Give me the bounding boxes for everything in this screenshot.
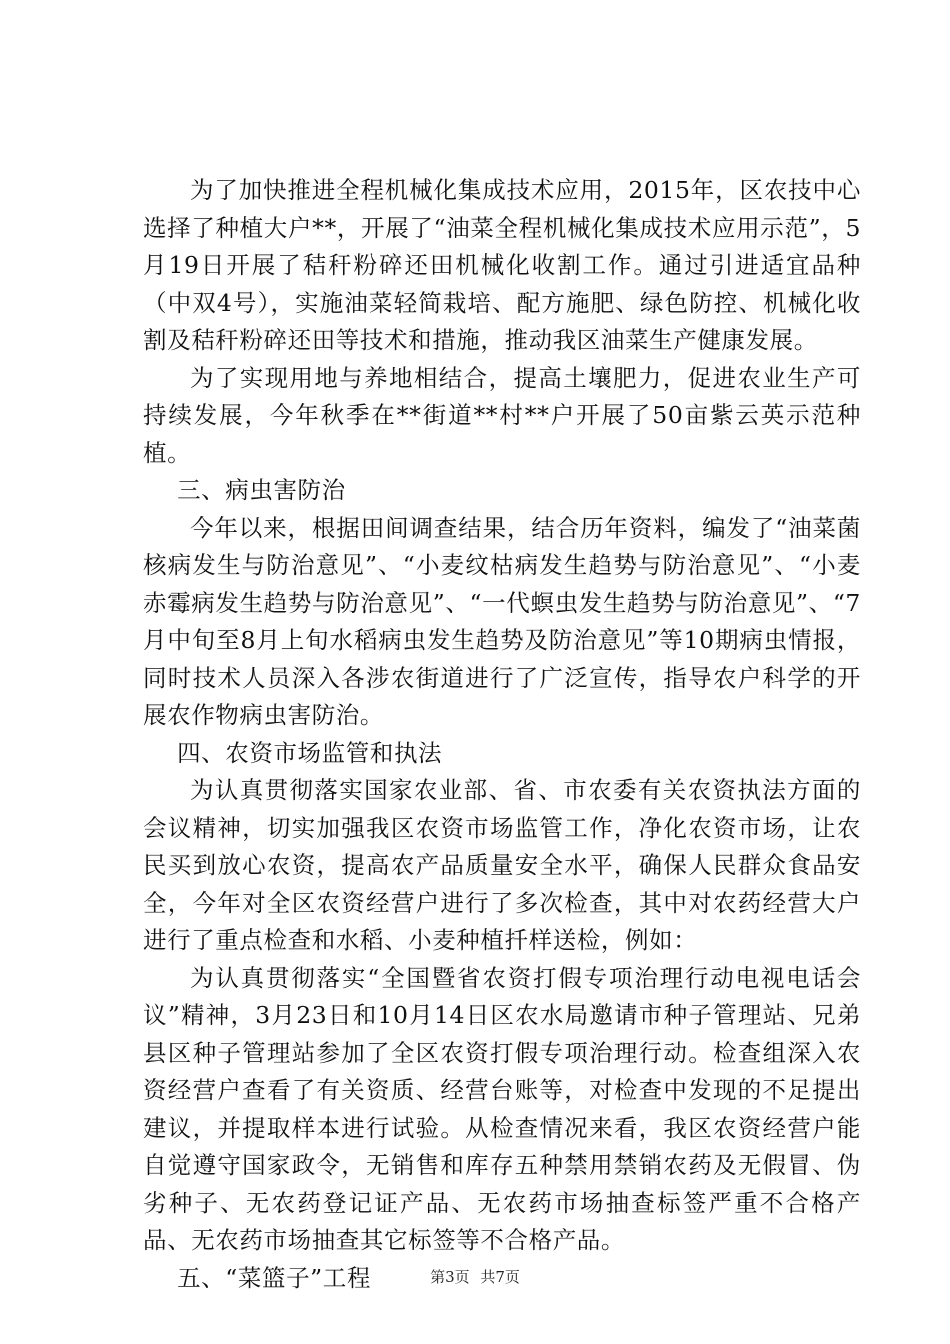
- page-total: 共7页: [480, 1268, 520, 1286]
- section-heading-vegetable-basket: 五、“菜篮子”工程: [177, 1263, 371, 1292]
- paragraph-milk-vetch: 为了实现用地与养地相结合，提高土壤肥力，促进农业生产可持续发展，今年秋季在**街道**村**户开展了50亩紫云英示范种植。: [143, 363, 861, 467]
- paragraph-anti-counterfeit: 为认真贯彻落实“全国暨省农资打假专项治理行动电视电话会议”精神，3月23日和10月14日区农水局邀请市种子管理站、兄弟县区种子管理站参加了全区农资打假专项治理行动。检查组深入农资经营户查看了有关资质、经营台账等，对检查中发现的不足提出建议，并提取样本进行试验。从检查情况来看，我区农资经营户能自觉遵守国家政令，无销售和库存五种禁用禁销农药及无假冒、伪劣种子、无农药登记证产品、无农药市场抽查标签严重不合格产品、无农药市场抽查其它标签等不合格产品。: [143, 963, 861, 1254]
- document-body: [143, 172, 861, 1297]
- paragraph-mechanization: 为了加快推进全程机械化集成技术应用，2015年，区农技中心选择了种植大户**，开展了“油菜全程机械化集成技术应用示范”，5月19日开展了秸秆粉碎还田机械化收割工作。通过引进适宜品种（中双4号），实施油菜轻简栽培、配方施肥、绿色防控、机械化收割及秸秆粉碎还田等技术和措施，推动我区油菜生产健康发展。: [143, 176, 861, 354]
- page-number: 第3页: [430, 1268, 470, 1286]
- paragraph-market-supervision: 为认真贯彻落实国家农业部、省、市农委有关农资执法方面的会议精神，切实加强我区农资市场监管工作，净化农资市场，让农民买到放心农资，提高农产品质量安全水平，确保人民群众食品安全，今年对全区农资经营户进行了多次检查，其中对农药经营大户进行了重点检查和水稻、小麦种植扦样送检，例如：: [143, 776, 861, 954]
- page-footer: [0, 1266, 950, 1287]
- section-heading-market-supervision: 四、农资市场监管和执法: [177, 738, 443, 767]
- paragraph-pest-control: 今年以来，根据田间调查结果，结合历年资料，编发了“油菜菌核病发生与防治意见”、“小麦纹枯病发生趋势与防治意见”、“小麦赤霉病发生趋势与防治意见”、“一代螟虫发生趋势与防治意见”、“7月中旬至8月上旬水稻病虫发生趋势及防治意见”等10期病虫情报，同时技术人员深入各涉农街道进行了广泛宣传，指导农户科学的开展农作物病虫害防治。: [143, 513, 861, 729]
- section-heading-pest-control: 三、病虫害防治: [177, 476, 346, 504]
